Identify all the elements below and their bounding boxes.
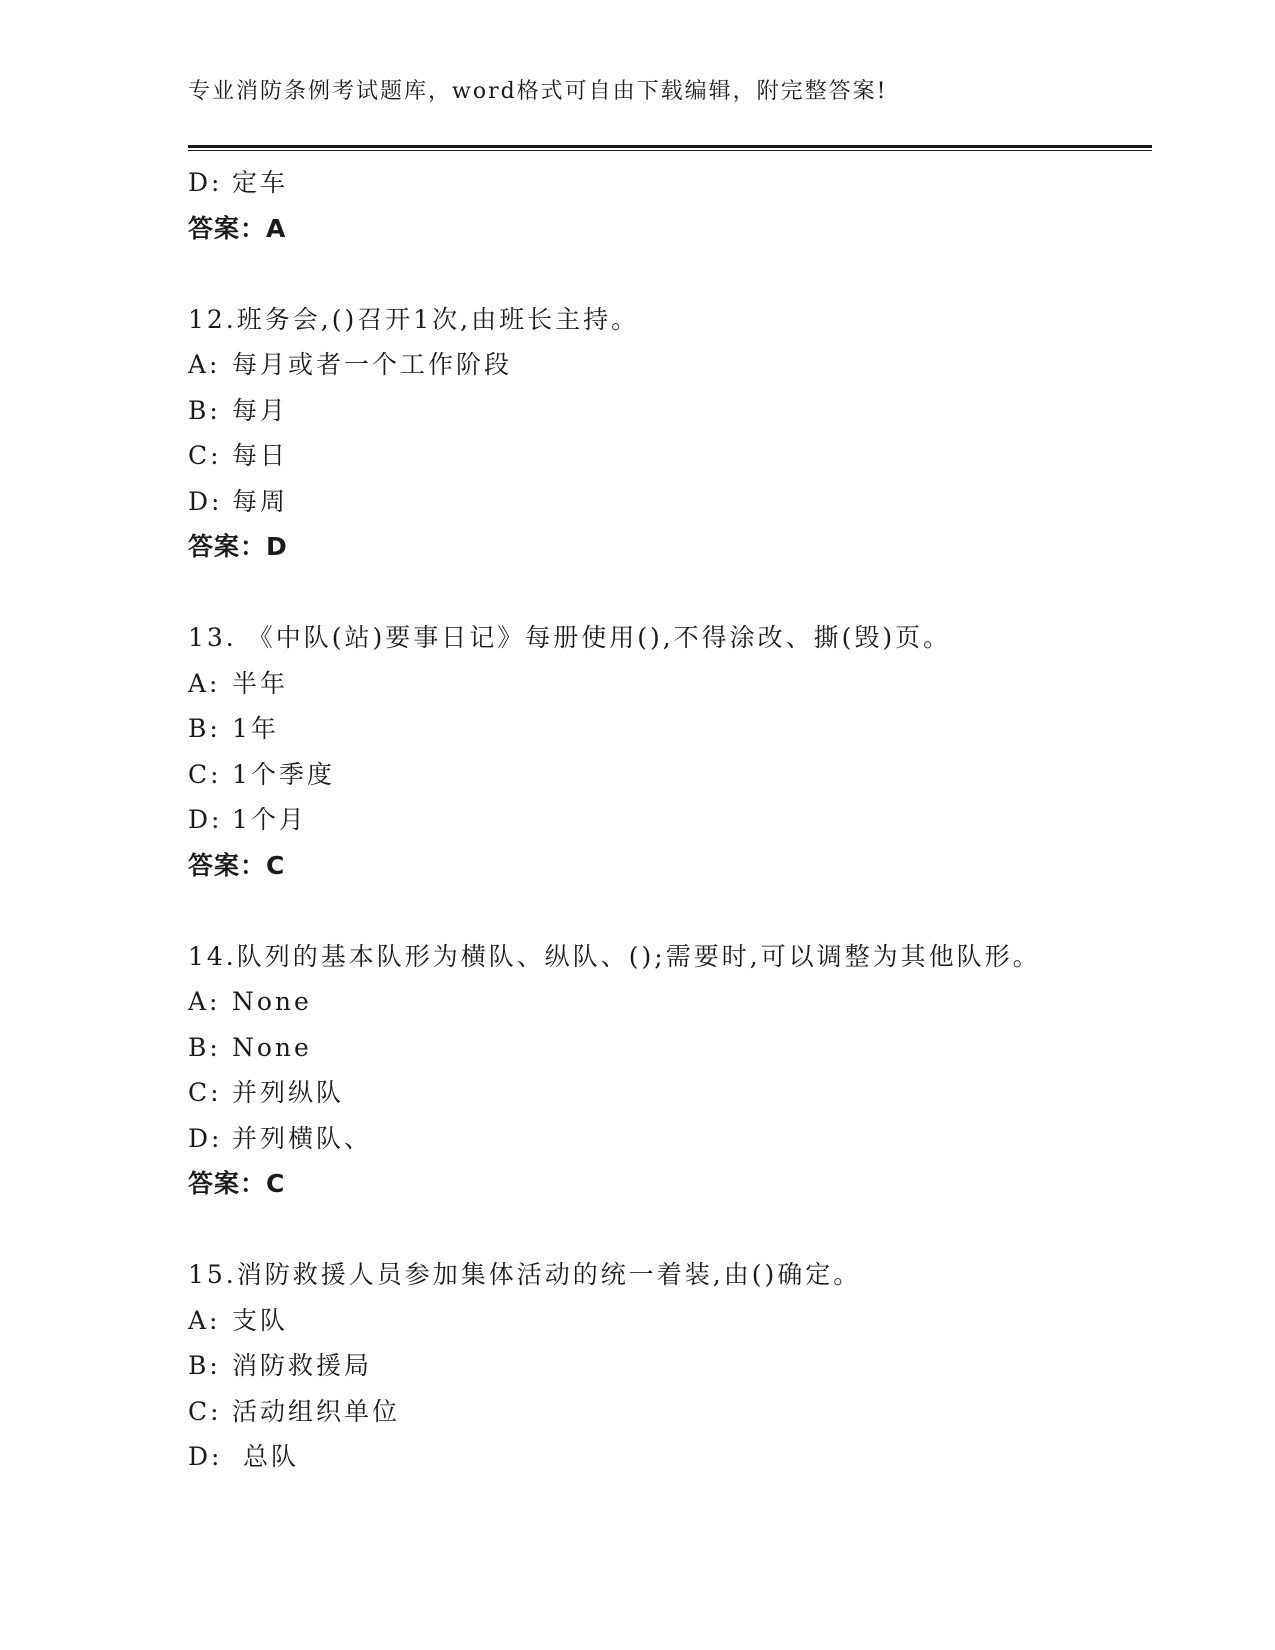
option-prefix: A: <box>188 1305 221 1335</box>
option-prefix: D: <box>188 168 223 197</box>
option-line <box>188 1070 1152 1116</box>
option-prefix: C: <box>188 1078 222 1107</box>
document-body <box>188 160 1152 1480</box>
option-line <box>188 1343 1152 1389</box>
option-text: 每月 <box>232 395 289 425</box>
option-line <box>188 1025 1152 1071</box>
option-text: 每日 <box>232 441 289 470</box>
option-text: 定车 <box>232 168 289 197</box>
option-text: 每周 <box>232 486 289 516</box>
question-stem: 14.队列的基本队形为横队、纵队、();需要时,可以调整为其他队形。 <box>188 941 1041 971</box>
option-line <box>188 752 1152 798</box>
option-prefix: D: <box>188 1442 223 1471</box>
option-prefix: C: <box>188 759 222 789</box>
answer-line: 答案：A <box>188 213 287 243</box>
option-text: 并列横队、 <box>232 1123 373 1153</box>
option-prefix: D: <box>188 805 223 834</box>
answer-line: 答案：C <box>188 1169 286 1198</box>
option-prefix: C: <box>188 1396 222 1426</box>
question-gap <box>188 888 1152 934</box>
option-line <box>188 1298 1152 1344</box>
option-prefix: B: <box>188 1351 221 1380</box>
option-line <box>188 342 1152 388</box>
answer-line: 答案：C <box>188 850 286 880</box>
option-text: 1个季度 <box>232 759 335 789</box>
answer-line: 答案：D <box>188 532 288 561</box>
question-gap <box>188 570 1152 616</box>
option-line <box>188 1116 1152 1162</box>
option-line <box>188 1389 1152 1435</box>
question-gap <box>188 251 1152 297</box>
option-text: 消防救援局 <box>232 1351 373 1380</box>
option-prefix: A: <box>188 987 221 1016</box>
option-prefix: C: <box>188 441 222 470</box>
option-line <box>188 388 1152 434</box>
option-text: 总队 <box>232 1442 299 1471</box>
question-stem: 12.班务会,()召开1次,由班长主持。 <box>188 304 640 334</box>
option-line <box>188 1434 1152 1480</box>
option-prefix: B: <box>188 714 221 743</box>
question-gap <box>188 1207 1152 1253</box>
option-text: 并列纵队 <box>232 1078 345 1107</box>
option-line <box>188 706 1152 752</box>
header-divider <box>188 145 1152 151</box>
question-stem: 15.消防救援人员参加集体活动的统一着装,由()确定。 <box>188 1260 862 1289</box>
option-prefix: A: <box>188 668 221 698</box>
option-line <box>188 433 1152 479</box>
option-prefix: B: <box>188 1032 221 1062</box>
option-line <box>188 479 1152 525</box>
option-text: 每月或者一个工作阶段 <box>232 350 513 379</box>
option-text: 1个月 <box>232 805 307 834</box>
option-prefix: D: <box>188 486 223 516</box>
option-text: None <box>232 1032 312 1062</box>
option-prefix: B: <box>188 395 221 425</box>
option-line <box>188 979 1152 1025</box>
option-text: 1年 <box>232 714 279 743</box>
option-line <box>188 160 1152 206</box>
option-text: 活动组织单位 <box>232 1396 401 1426</box>
page-header: 专业消防条例考试题库，word格式可自由下载编辑，附完整答案! <box>188 79 888 104</box>
option-prefix: A: <box>188 350 221 379</box>
option-text: None <box>232 987 312 1016</box>
option-line <box>188 661 1152 707</box>
option-prefix: D: <box>188 1123 223 1153</box>
option-line <box>188 797 1152 843</box>
option-text: 半年 <box>232 668 289 698</box>
question-stem: 13. 《中队(站)要事日记》每册使用(),不得涂改、撕(毁)页。 <box>188 623 952 652</box>
option-text: 支队 <box>232 1305 289 1335</box>
